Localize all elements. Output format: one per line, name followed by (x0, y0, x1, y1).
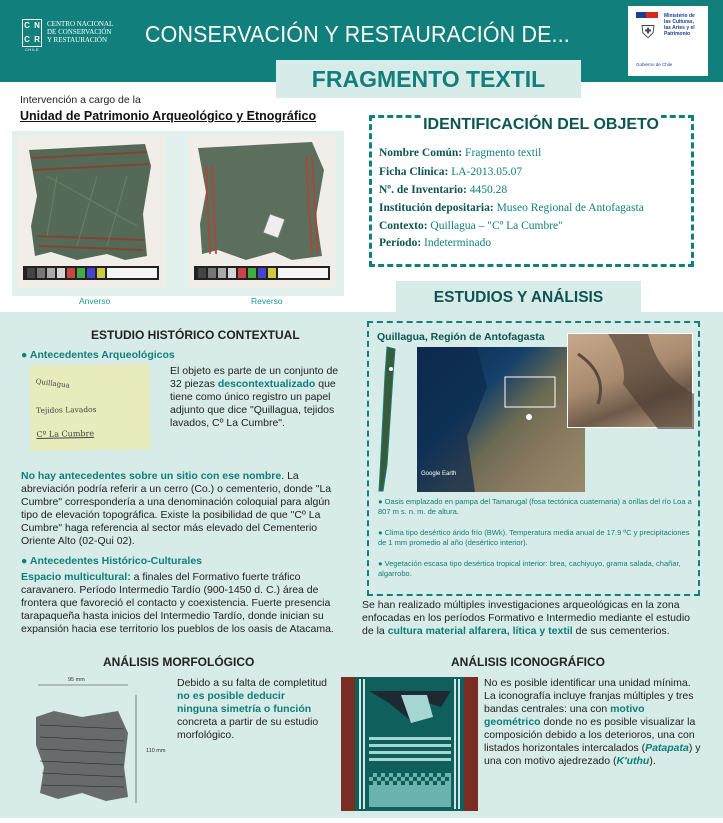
ministry-name (664, 13, 706, 37)
id-key: Nº. de Inventario: (379, 184, 467, 196)
id-value: Fragmento textil (465, 147, 542, 159)
map-bullet: ● Clima tipo desértico árido frío (BWk). Temperatura media anual de 17.9 ºC y precipitaciones de 1 mm promedio al año (desértico interior). (378, 528, 690, 547)
id-value: Indeterminado (424, 237, 492, 249)
id-key: Institución depositaria: (379, 202, 494, 214)
text-run: Se han realizado múltiples investigaciones arqueológicas en la zona enfocadas en los períodos Formativo e Intermedio mediante el estudio de la (362, 599, 691, 637)
ministry-line: las Artes y el (664, 25, 695, 31)
morphology-paragraph (177, 677, 327, 742)
id-row (379, 166, 522, 178)
bottom-strip (0, 818, 723, 823)
satellite-image (417, 347, 585, 492)
arch-paragraph (170, 365, 350, 430)
institution-name (47, 20, 127, 44)
satellite-detail (567, 333, 693, 428)
text-highlight: no es posible deducir ninguna simetría o función (177, 690, 312, 715)
chile-map (373, 345, 407, 495)
site-paragraph (21, 470, 349, 548)
google-earth-label: Google Earth (421, 471, 457, 477)
ministry-line: Patrimonio (664, 31, 691, 37)
dimension-width: 95 mm (68, 677, 85, 683)
text-highlight: No hay antecedentes sobre un sitio con ese nombre (21, 470, 282, 482)
caption-back: Reverso (251, 296, 283, 306)
identification-title: IDENTIFICACIÓN DEL OBJETO (423, 116, 659, 133)
text-highlight: Patapata (645, 742, 689, 754)
paper-note (29, 364, 150, 451)
intervention-label: Intervención a cargo de la (20, 94, 141, 106)
page-title: CONSERVACIÓN Y RESTAURACIÓN DE... (145, 21, 570, 47)
text-highlight: cultura material alfarera, lítica y textil (387, 625, 573, 637)
ministry-line: Ministerio de (664, 13, 695, 19)
id-row (379, 237, 491, 249)
chile-shield-icon: ⛨ (641, 22, 655, 42)
note-line: Tejidos Lavados (35, 404, 97, 415)
hist-paragraph (21, 571, 349, 636)
id-value: 4450.28 (469, 184, 508, 196)
id-key: Contexto: (379, 220, 428, 232)
text-run: concreta a partir de su estudio morfológico. (177, 716, 319, 741)
id-value: LA-2013.05.07 (451, 166, 523, 178)
page-subtitle: FRAGMENTO TEXTIL (311, 66, 546, 92)
text-run: a finales del Formativo fuerte tráfico caravanero. Período Intermedio Tardío (900-1450 d. C.) área de frontera que favoreció el contacto y coexistencia. Fuerte presencia tarapaqueña hasta inicios del Intermedio Tardío, donde inician su expansión hacia ese territorio los pueblos de los oasis de Atacama. (21, 571, 334, 635)
dimension-height: 110 mm (146, 748, 166, 754)
note-line: Cº La Cumbre (36, 428, 95, 439)
textile-photo-back (188, 136, 336, 288)
id-row (379, 202, 644, 214)
ministry-line: las Culturas, (664, 19, 695, 25)
id-row (379, 147, 541, 159)
id-value: Quillagua – "Cº La Cumbre" (430, 220, 563, 232)
text-highlight: K'uthu (616, 755, 650, 767)
logo-letter: C (24, 21, 30, 30)
map-bullet-text: Vegetación escasa tipo desértica tropical interior: brea, cachiyuyo, grama salada, chañar, algarrobo. (378, 559, 681, 578)
id-key: Nombre Común: (379, 147, 463, 159)
iconography-title: ANÁLISIS ICONOGRÁFICO (451, 655, 606, 669)
text-highlight: motivo geométrico (484, 703, 645, 728)
institution-line: Y RESTAURACIÓN (47, 36, 108, 44)
text-run: . La abreviación podría referir a un cerro (Co.) o cementerio, donde "La Cumbre" correspondería a una denominación coloquial para algún tipo de elevación topográfica. Existe la posibilidad de que "Cº La Cumbre" haga referencia al sector más elevado del Cementerio Oriente Alto (02-Qui 02). (21, 470, 332, 547)
arch-heading: ● Antecedentes Arqueológicos (21, 349, 175, 361)
iconography-paragraph (484, 677, 704, 768)
text-run: de sus cementerios. (572, 625, 670, 637)
id-row (379, 220, 563, 232)
logo-letter: R (34, 35, 40, 44)
hist-heading: ● Antecedentes Histórico-Culturales (21, 555, 202, 567)
text-highlight: Espacio multicultural: (21, 571, 131, 583)
id-row (379, 184, 507, 196)
morphology-title: ANÁLISIS MORFOLÓGICO (103, 655, 255, 669)
map-bullet: ● Vegetación escasa tipo desértica tropical interior: brea, cachiyuyo, grama salada, chañar, algarrobo. (378, 559, 681, 578)
cncr-logo-letters (22, 19, 42, 47)
government-footer: Gobierno de Chile (636, 62, 673, 67)
historical-title: ESTUDIO HISTÓRICO CONTEXTUAL (91, 328, 300, 342)
institution-line: CENTRO NACIONAL (47, 20, 114, 28)
text-run: ). (649, 755, 656, 767)
morphology-drawing (28, 675, 146, 807)
text-run: donde no es posible visualizar la composición debido a los deterioros, una con listados horizontales intercalados ( (484, 716, 696, 754)
map-bullet: ● Oasis emplazado en pampa del Tamarugal (fosa tectónica cuaternaria) a orillas del río Loa a 807 m s. n. m. de altura. (378, 497, 692, 516)
flag-stripe-red (646, 12, 658, 18)
text-run: ) y una con motivo ajedrezado ( (484, 742, 701, 767)
text-highlight: descontextualizado (217, 378, 316, 390)
map-bullet-text: Clima tipo desértico árido frío (BWk). Temperatura media anual de 17.9 ºC y precipitaciones de 1 mm promedio al año (desértico interior). (378, 528, 690, 547)
textile-photo-front (17, 136, 165, 288)
map-paragraph (362, 599, 702, 638)
text-run: Debido a su falta de completitud (177, 677, 328, 689)
logo-letter: C (24, 35, 30, 44)
caption-front: Anverso (79, 296, 111, 306)
iconography-drawing (341, 677, 478, 811)
id-key: Ficha Clínica: (379, 166, 449, 178)
note-line: Quillagua (35, 377, 71, 390)
logo-letter: N (34, 21, 40, 30)
map-title: Quillagua, Región de Antofagasta (377, 331, 545, 343)
institution-line: DE CONSERVACIÓN (47, 28, 112, 36)
id-key: Período: (379, 237, 422, 249)
logo-chile-text: CHILE (24, 47, 40, 52)
studies-title: ESTUDIOS Y ANÁLISIS (433, 289, 604, 306)
text-run: que tiene como único registro un papel adjunto que dice "Quillagua, tejidos lavados, Cº La Cumbre". (170, 378, 336, 429)
intervention-unit: Unidad de Patrimonio Arqueológico y Etnográfico (20, 109, 317, 123)
text-run: El objeto es parte de un conjunto de 32 piezas (170, 365, 339, 390)
map-bullet-text: Oasis emplazado en pampa del Tamarugal (fosa tectónica cuaternaria) a orillas del río Loa a 807 m s. n. m. de altura. (378, 497, 692, 516)
id-value: Museo Regional de Antofagasta (496, 202, 644, 214)
text-run: No es posible identificar una unidad mínima. La iconografía incluye franjas múltiples y tres bandas centrales: una con (484, 677, 694, 715)
